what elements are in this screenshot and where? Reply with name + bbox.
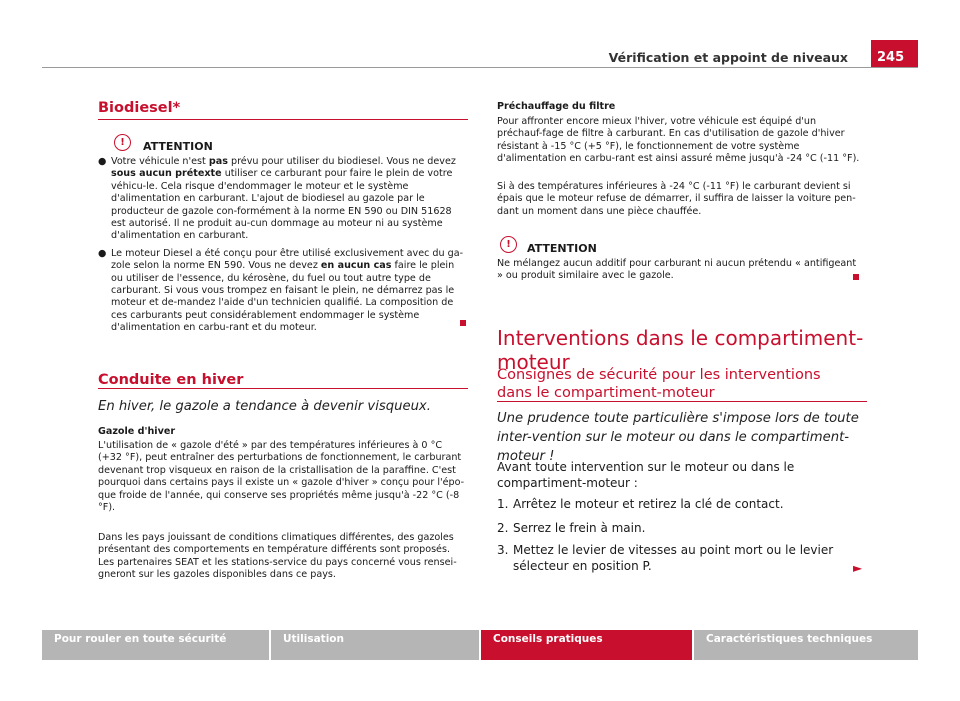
steps-list <box>497 494 857 578</box>
filter-preheating-heading: Préchauffage du filtre <box>497 101 616 112</box>
attention-bullets <box>98 156 468 340</box>
winter-driving-heading: Conduite en hiver <box>98 372 244 388</box>
bullet-dot: ● <box>98 247 107 259</box>
bullet-text: faire le plein ou utiliser de l'essence, du kérosène, du fuel ou tout autre type de carburant. Si vous vous trompez en faisant le plein, ne démarrez pas le moteur et de-mandez l'aide d'un technicien qualifié. La composition de ces carburants peut considérablement endommager le système d'alimentation en carbu-rant et du moteur. <box>111 260 455 334</box>
warning-icon: ! <box>114 134 131 151</box>
winter-heading-rule <box>98 388 468 389</box>
bullet-emphasis: sous aucun prétexte <box>111 168 222 180</box>
filter-preheating-paragraph-2: Si à des températures inférieures à -24 °C (-11 °F) le carburant devient si épais que le moteur refuse de démarrer, il suffira de laisser la voiture pen-dant un moment dans une pièce chauffée. <box>497 181 856 217</box>
bullet-dot: ● <box>98 156 107 167</box>
filter-preheating-paragraph-1: Pour affronter encore mieux l'hiver, votre véhicule est équipé d'un préchauf-fage de filtre à carburant. En cas d'utilisation de gazole d'hiver résistant à -15 °C (+5 °F), le fonctionnement de votre système d'alimentation en carbu-rant est ainsi assuré même jusqu'à -24 °C (-11 °F). <box>497 116 860 165</box>
step-text: Mettez le levier de vitesses au point mort ou le levier sélecteur en position P. <box>513 543 834 573</box>
attention-bullet-2 <box>98 248 468 335</box>
before-intervention-text: Avant toute intervention sur le moteur ou dans le compartiment-moteur : <box>497 460 795 490</box>
list-item <box>497 494 857 514</box>
bullet-text: utiliser ce carburant pour faire le plein de votre véhicu-le. Cela risque d'endommager le moteur et le système d'alimentation en carburant. L'ajout de biodiesel au gazole par le producteur de gazole con-formément à la norme EN 590 ou DIN 51628 est autorisé. Il ne produit au-cun dommage au moteur ni au système d'alimentation en carburant. <box>111 168 453 242</box>
bullet-text: Le moteur Diesel a été conçu pour être utilisé exclusivement avec du ga-zole selon la norme EN 590. Vous ne devez <box>111 247 464 272</box>
winter-diesel-paragraph-1: L'utilisation de « gazole d'été » par des températures inférieures à 0 °C (+32 °F), peut entraîner des perturbations de fonctionnement, le carburant devenant trop visqueux en raison de la cristallisation de la paraffine. C'est pourquoi dans certains pays il existe un « gazole d'hiver » conçu pour l'épo-que froide de l'année, qui conserve ses propriétés même jusqu'à -22 °C (-8 °F). <box>98 440 465 514</box>
bullet-text: prévu pour utiliser du biodiesel. Vous ne devez <box>227 156 456 167</box>
attention-bullet-1 <box>98 156 468 243</box>
safety-heading-rule <box>497 401 867 402</box>
list-item <box>497 518 857 538</box>
running-header-title: Vérification et appoint de niveaux <box>608 50 848 65</box>
biodiesel-heading: Biodiesel* <box>98 100 181 116</box>
step-number: 3. <box>497 543 509 557</box>
bullet-text: Votre véhicule n'est <box>111 156 209 167</box>
section-end-marker <box>853 274 859 280</box>
footer-tab-technical-specs[interactable]: Caractéristiques techniques <box>694 630 918 660</box>
bullet-emphasis: en aucun cas <box>320 260 392 272</box>
step-number: 2. <box>497 521 509 535</box>
footer-tab-safety[interactable]: Pour rouler en toute sécurité <box>42 630 269 660</box>
winter-diesel-heading: Gazole d'hiver <box>98 426 176 437</box>
step-text: Arrêtez le moteur et retirez la clé de contact. <box>513 497 784 511</box>
safety-lead: Une prudence toute particulière s'impose lors de toute inter-vention sur le moteur ou dans le compartiment-moteur ! <box>497 411 859 464</box>
bullet-emphasis: pas <box>208 156 228 167</box>
section-end-marker <box>460 320 466 326</box>
footer-tab-usage[interactable]: Utilisation <box>271 630 479 660</box>
continue-arrow-icon: ► <box>853 561 863 575</box>
biodiesel-heading-rule <box>98 119 468 120</box>
winter-diesel-paragraph-2: Dans les pays jouissant de conditions climatiques différentes, des gazoles présentant des comportements en température différents sont proposés. Les partenaires SEAT et les stations-service du pays concerné vous rensei-gneront sur les gazoles disponibles dans ce pays. <box>98 532 457 581</box>
list-item <box>497 542 857 574</box>
safety-instructions-heading: Consignes de sécurité pour les interventions dans le compartiment-moteur <box>497 367 821 401</box>
attention-label: ATTENTION <box>527 242 597 255</box>
header-rule <box>42 67 918 68</box>
warning-icon: ! <box>500 236 517 253</box>
footer-tab-practical-tips[interactable]: Conseils pratiques <box>481 630 692 660</box>
attention-text: Ne mélangez aucun additif pour carburant ni aucun prétendu « antifigeant » ou produit similaire avec le gazole. <box>497 258 857 282</box>
engine-compartment-heading: Interventions dans le compartiment-moteur <box>497 326 864 374</box>
step-text: Serrez le frein à main. <box>513 521 646 535</box>
page-number: 245 <box>871 40 918 68</box>
winter-lead: En hiver, le gazole a tendance à devenir visqueux. <box>98 399 431 414</box>
step-number: 1. <box>497 497 509 511</box>
attention-label: ATTENTION <box>143 140 213 153</box>
